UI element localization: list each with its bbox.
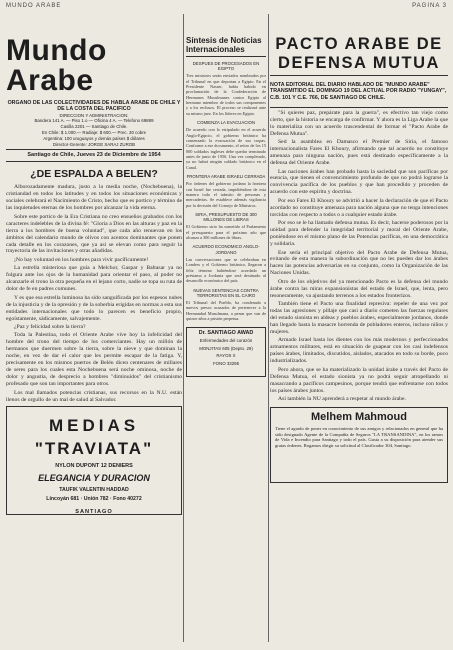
ad-doctor-phone: FONO 33295 (212, 360, 240, 366)
article-paragraph: Sobre este portico de la Era Cristiana no creo ensueños grabados con los caracteres indelebles de la divina fé: "Gloria a Dios en las alturas y paz en la tierra a los hombres de buena voluntad", que cada año renuevan en los ámbitos del calendario mundo de olivos con acentos dominantes que ponen cada detalle en los corazones, que ya así se elevan como para seguir la trayectoria de las invitaciones y otras añadidas. (6, 213, 182, 255)
column-right (270, 14, 448, 483)
column-left (6, 14, 182, 515)
editorial-paragraph: Ese sería el principal objetivo del Pacto Arabe de Defensa Mutua, evitando de esta manera la subordinación que no les pueden dar los árabes hacen las potencias adversarias en su conjunto, como la Organización de las Naciones Unidas. (270, 249, 448, 277)
article-paragraph: Toda la Palestina, todo el Oriente Arabe vive hoy la infelicidad del hombre del trono del tiempo de los comerciantes. Hay un millón de hermanos que duermen sobre la tierra, sobre la nieve y que dominan la noche, en vez de dar el calor que les permite escapar de la fatiga. Y, precisamente en los mismos puertos de Belén dicen centenares de millares de seres para los cuales esta Nochebuena será noche ominosa, noche de dolor y angustia, de desprecio a hombres "diminuidos" del cristianismo profesado que son tan importantes para otros. (6, 332, 182, 388)
divider (6, 161, 182, 162)
news-text: El Tribunal del Pueblo, ha condenado a nuevos presos acusados de pertenecer a la Hermandad Musulmana, a penas que van de quince años a prisión perpetua. (186, 300, 266, 322)
news-text: El Gobierno sirio ha sometido al Parlamento el presupuesto para el próximo año que alcanza a 300 millones de libras. (186, 224, 266, 241)
advertisement-traviata (6, 406, 182, 515)
masthead-prices-foreign: Argentina: 100 uruguayos y demás países $ dólares (43, 135, 145, 141)
masthead-subtitle: ORGANO DE LAS COLECTIVIDADES DE HABLA ARABE DE CHILE Y DE LA COSTA DEL PACIFICO (7, 100, 181, 113)
advertisement-melhem (270, 407, 448, 483)
editorial-body (270, 110, 448, 403)
masthead-title: Mundo Arabe (6, 34, 107, 97)
editorial-paragraph: Por eso se le ha llamado defensa mutua. Es decir, hacerse poderosos por la unidad para defender la integridad territorial y moral del Oriente Arabe, poniéndose en el mismo plano de las Potencias pacíficas, en una democrática y solidaria. (270, 220, 448, 248)
ad-doctor-rayos: RAYOS X (216, 353, 236, 359)
masthead-address: Bandera 141 A. — Piso 1.o — Oficina 4 A. — Telefono 69889 (34, 118, 154, 124)
running-header-title: MUNDO ARABE (6, 3, 62, 9)
divider (270, 75, 448, 76)
article-paragraph: Alborozadamente madura, justo a la media noche, (Nochebuena), la cristiandad en todos los latitudes y en todos los situaciones económicas y sociales celebrará el Nacimiento de Cristo, hecho que es portico y término de las inquietudes eternas de los hombres por alcanzar la vida eterna. (6, 184, 182, 212)
editorial-paragraph: Otro de los objetivos del ya mencionado Pacto es la defensa del mundo árabe contra las miras expansionistas del estado de Israel, que, lenta, pero tesoneramente, va ajustando terrenos a los estados fronterizos. (270, 278, 448, 299)
masthead-director: Director-Gerente: JORGE SARAJ ZUROB (52, 141, 136, 147)
news-heading: FRONTERA ARABE ISRAELI CERRADA (186, 174, 266, 180)
column-rule (268, 14, 269, 642)
ad-owner: TAUFIK VALENTIN HADDAD (59, 487, 129, 494)
news-heading: ACUERDO ECONOMICO ANGLO-JORDANO (192, 244, 260, 255)
running-header (6, 3, 447, 11)
ad-melhem-name: Melhem Mahmoud (311, 411, 407, 424)
section-title: Síntesis de Noticias Internacionales (186, 36, 262, 54)
editorial-headline: PACTO ARABE DE DEFENSA MUTUA (275, 35, 443, 72)
divider (186, 56, 266, 57)
article-paragraph: La estrella misteriosa que guía a Melchor, Gaspar y Baltasar ya no fulgura ante los ojos de la humanidad para orientar el paso, al poder no alcanzarle el trono la otra pequeña en el lejano corto, nadie se topa su ruta de dolor de fe en padres comunes. (6, 265, 182, 293)
page-number: PAGINA 3 (412, 3, 447, 9)
ad-title: MEDIAS (48, 416, 140, 436)
article-headline: ¿DE ESPALDA A BELEN? (30, 168, 158, 181)
editorial-paragraph: Por eso Fares El Khoury se advirtió a hacer la declaración de que el Pacto acordado no constituye amenaza para nación alguna que no tenga intenciones torcidas con respecto a todos o a cualquier estado árabe. (270, 197, 448, 218)
divider (6, 149, 182, 150)
ad-doctor-name: Dr. SANTIAGO AWAD (198, 330, 254, 337)
news-heading: NUEVAS SENTENCIAS CONTRA TERRORISTAS EN EL CAIRO (193, 287, 259, 298)
ad-slogan: ELEGANCIA Y DURACION (38, 473, 150, 484)
ad-city: SANTIAGO (75, 509, 113, 516)
ad-doctor-specialty: Enfermedades del corazón (199, 338, 253, 344)
article-paragraph: Y es que esa estrella luminosa ha sido sanguificada por los espesos nubes de la injusticia y de la opresión y de la soberbia erigidas en normas a esta sus entidades internacionales que todo lo parecen es beneficio propio, egoístamente, sádicamente, salvajemente. (6, 294, 182, 322)
column-middle (186, 14, 266, 377)
news-heading: SIRIA, PRESUPUESTO DE 300 MILLONES DE LIBRAS (195, 212, 257, 223)
news-text: Las conversaciones que se celebraban en Londres y el Gobierno británico, llegaron a feliz término habiéndose acordado un préstamo a Jordania que será destinado al desarrollo económico del país. (186, 256, 266, 284)
masthead-prices: En Chile: $ 1.000.— Radiaje: $ 600.— Prec. 30 cobre (41, 129, 147, 135)
editorial-paragraph: "Si quieres paz, prepárate para la guerra", es efectivo tan viejo como cierto, que la historia se encarga de confirmar. Y ahora es la Liga Arabe la que lo materializa con un acuerdo trascendental de formar el "Pacto Arabe de Defensa Mutua". (270, 109, 448, 137)
masthead-casilla: Casilla 2201 — Santiago de Chile. (60, 124, 128, 130)
editorial-paragraph: También tiene el Pacto una finalidad represiva: repeler de una vez por todas las agresiones y pillaje que casi a diario cometen las fuerzas regulares del estado sionista en aldeas y pueblos árabes, especialmente jordanos, donde han llegado hasta la masacre horrenda de pobladores enteros, incluso niños y mujeres. (270, 301, 448, 335)
editorial-paragraph: Así también la NU aprenderá a respetar al mundo árabe. (278, 396, 406, 403)
news-text: De acuerdo con lo estipulado en el acuerdo Anglo-Egipcio, el gobierno británico ha comenzado la evacuación de sus tropas. Conforme a ese documento, el retiro de los 15 000 soldados ingleses debe quedar terminado antes de junio de 1956. Una vez completado, ya no habrá ningún soldado británico en el Canal. (186, 127, 266, 170)
news-text: Tres ministros serán enviados nombrados por el Tribunal en que deportan a Egipto. En el Presidente Nasser, había habido en proclamación de la Confederación de Hermanos Musulmanes contra Egipto al hermano miembro de todos sus componentes y a los reclusos. El proceso se realizará ante su mismo juez. En los líderes en Egipto. (186, 73, 266, 116)
editorial-paragraph: Pero ahora, que se ha materializado la unidad árabe a través del Pacto de Defensa Mutua, el estado sionista ya no podrá seguir atropellando ni masacrando a pacíficos campesinos, porque tendrá que enfrentarse con todos los países árabes juntos. (270, 366, 448, 394)
article-body (6, 184, 182, 403)
ad-brand: "TRAVIATA" (34, 439, 154, 459)
dateline: Santiago de Chile, Jueves 23 de Diciembre de 1954 (27, 152, 161, 159)
advertisement-doctor (186, 327, 266, 377)
news-text: Por órdenes del gobierno jordano la frontera con Israel fue cerrada, impidiéndose de esta manera todo el tránsito de personas y mercaderías. Se establece además vigilancia por la decisión del Consejo de Ministros. (186, 181, 266, 208)
editorial-note: NOTA EDITORIAL DEL DIARIO HABLADO DE "MUNDO ARABE" TRANSMITIDO EL DOMINGO 19 DEL ACTUAL POR RADIO "YUNGAY", C.B. 101 Y C.E. 766, DE SANTIAGO DE CHILE. (270, 82, 447, 101)
ad-address: Lincoyán 681 · Unión 782 · Fono 40272 (46, 496, 142, 503)
column-rule (183, 14, 184, 642)
editorial-paragraph: Las naciones árabes han probado hasta la saciedad que son pacíficas por esencia, que tienen el convencimiento profundo de que no podrá lograrse la convivencia pacífica de los pueblos y que han procedido y proceden de acuerdo con este espíritu y doctrina. (270, 168, 448, 196)
news-heading: DESPUES DE PROCESADOS EN EGIPTO (192, 61, 260, 72)
divider (270, 107, 448, 108)
masthead-direction: DIRECCION Y ADMINISTRACION: (59, 112, 129, 118)
news-heading: COMIENZA LA EVACUACION (197, 120, 255, 126)
ad-doctor-address: MONJITAS 605 (Depto. 29) (199, 345, 253, 351)
article-paragraph: Los mal llamados potencias cristianas, sus recorsos en la N.U. están llenos de orgullo de un mal de salud al Salvador. (6, 389, 182, 403)
article-paragraph: ¿Paz y felicidad sobre la tierra? (14, 323, 86, 330)
ad-product: NYLON DUPONT 12 DENIERS (55, 463, 133, 470)
ad-melhem-text: Tiene el agrado de poner en conocimiento de sus amigos y relacionados en general que ha sido designado Agente de la Compañía de Seguros "LA TRANSANDINA", en los ramos de Vida e Incendio para Santiago y todo el país. Gusta a su disposición para atender sus gratas órdenes. Rogamos dirigir su solicitud al Clasificador 304, Santiago. (275, 426, 443, 448)
editorial-paragraph: Sed la asamblea en Damasco el Premier de Siria, el famoso internacionalista Fares El Khoury, afirmando que tal acuerdo no constituye amenaza para ninguna nación, pues está destinado específicamente a la defensa del Oriente Arabe. (270, 139, 448, 167)
editorial-paragraph: Armado Israel hasta los dientes con los más modernos y perfeccionados armamentos militares, está en situación de guapear con los casi indefensos países árabes, limitados, discutidos, aislados, atacados en todo su borde, poco industrializados. (270, 337, 448, 365)
article-paragraph: ¡No hay voluntad en los hombres para vivir pacíficamente! (14, 256, 149, 263)
